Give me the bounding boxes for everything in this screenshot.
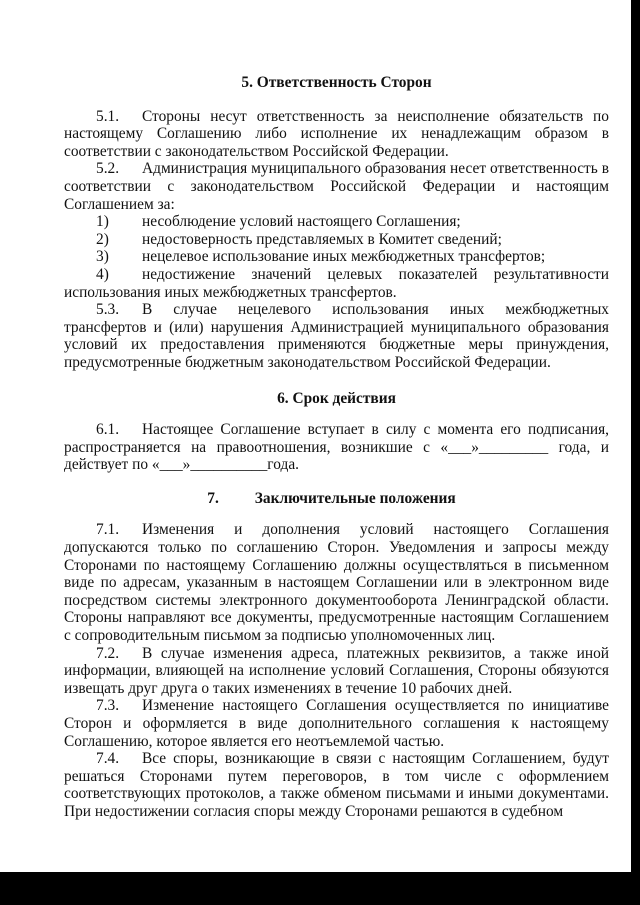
paragraph-5-1	[64, 108, 609, 161]
paragraph-6-1	[64, 421, 609, 474]
paragraph-7-2	[64, 645, 609, 698]
paragraph-5-2	[64, 160, 609, 213]
paragraph-text: Настоящее Соглашение вступает в силу с момента его подписания, распространяется на правоотношения, возникшие с «___»_________ года, и действует по «___»__________года.	[64, 421, 609, 474]
list-item-1	[64, 213, 609, 231]
list-item-4	[64, 266, 609, 301]
paragraph-number: 7.3.	[96, 697, 120, 715]
list-item-text: недостижение значений целевых показателей результативности использования иных межбюджетных трансфертов.	[64, 265, 609, 301]
list-item-2	[64, 231, 609, 249]
paragraph-7-4	[64, 750, 609, 820]
section-7-number: 7.	[207, 489, 219, 507]
document-content	[64, 74, 609, 821]
paragraph-number: 5.1.	[96, 107, 120, 125]
paragraph-number: 7.2.	[96, 644, 120, 662]
section-7-title: Заключительные положения	[254, 489, 456, 507]
list-item-text: несоблюдение условий настоящего Соглашения;	[142, 213, 461, 231]
paragraph-text: Изменения и дополнения условий настоящего Соглашения допускаются только по соглашению Сторон. Уведомления и запросы между Сторонами по настоящему Соглашению должны осуществляться в письменном виде по адресам, указанным в настоящем Соглашении или в электронном виде посредством системы электронного документооборота Ленинградской области. Стороны направляют все документы, предусмотренные настоящим Соглашением с сопроводительным письмом за подписью уполномоченных лиц.	[64, 521, 609, 645]
paragraph-number: 7.4.	[96, 750, 120, 768]
list-item-number: 1)	[96, 213, 109, 231]
list-item-text: нецелевое использование иных межбюджетных трансфертов;	[142, 248, 546, 266]
list-item-number: 3)	[96, 248, 109, 266]
paragraph-number: 6.1.	[96, 421, 120, 439]
paragraph-number: 7.1.	[96, 521, 120, 539]
paragraph-number: 5.2.	[96, 160, 120, 178]
paragraph-text: В случае изменения адреса, платежных реквизитов, а также иной информации, влияющей на исполнение условий Соглашения, Стороны обязуются извещать друг друга о таких изменениях в течение 10 рабочих дней.	[64, 644, 609, 697]
list-item-number: 4)	[96, 265, 109, 283]
paragraph-text: Стороны несут ответственность за неисполнение обязательств по настоящему Соглашению либо исполнение их ненадлежащим образом в соответствии с законодательством Российской Федерации.	[64, 107, 609, 160]
paragraph-7-3	[64, 697, 609, 750]
paragraph-text: Администрация муниципального образования несет ответственность в соответствии с законодательством Российской Федерации и настоящим Соглашением за:	[64, 160, 609, 213]
list-item-number: 2)	[96, 230, 109, 248]
paragraph-5-3	[64, 301, 609, 371]
paragraph-text: В случае нецелевого использования иных межбюджетных трансфертов и (или) нарушения Администрацией муниципального образования условий их предоставления применяются бюджетные меры принуждения, предусмотренные бюджетным законодательством Российской Федерации.	[64, 301, 609, 371]
paragraph-7-1	[64, 521, 609, 644]
list-item-text: недостоверность представляемых в Комитет сведений;	[142, 230, 502, 248]
paragraph-number: 5.3.	[96, 301, 120, 319]
paragraph-text: Все споры, возникающие в связи с настоящим Соглашением, будут решаться Сторонами путем переговоров, в том числе с оформлением соответствующих протоколов, а также обменом письмами и иными документами. При недостижении согласия споры между Сторонами решаются в судебном	[64, 750, 609, 820]
list-item-3	[64, 248, 609, 266]
section-5-heading: 5. Ответственность Сторон	[241, 74, 432, 91]
section-6-heading: 6. Срок действия	[277, 389, 396, 407]
paragraph-text: Изменение настоящего Соглашения осуществляется по инициативе Сторон и оформляется в виде дополнительного соглашения к настоящему Соглашению, которое является его неотъемлемой частью.	[64, 697, 609, 750]
section-7-heading	[64, 490, 609, 508]
